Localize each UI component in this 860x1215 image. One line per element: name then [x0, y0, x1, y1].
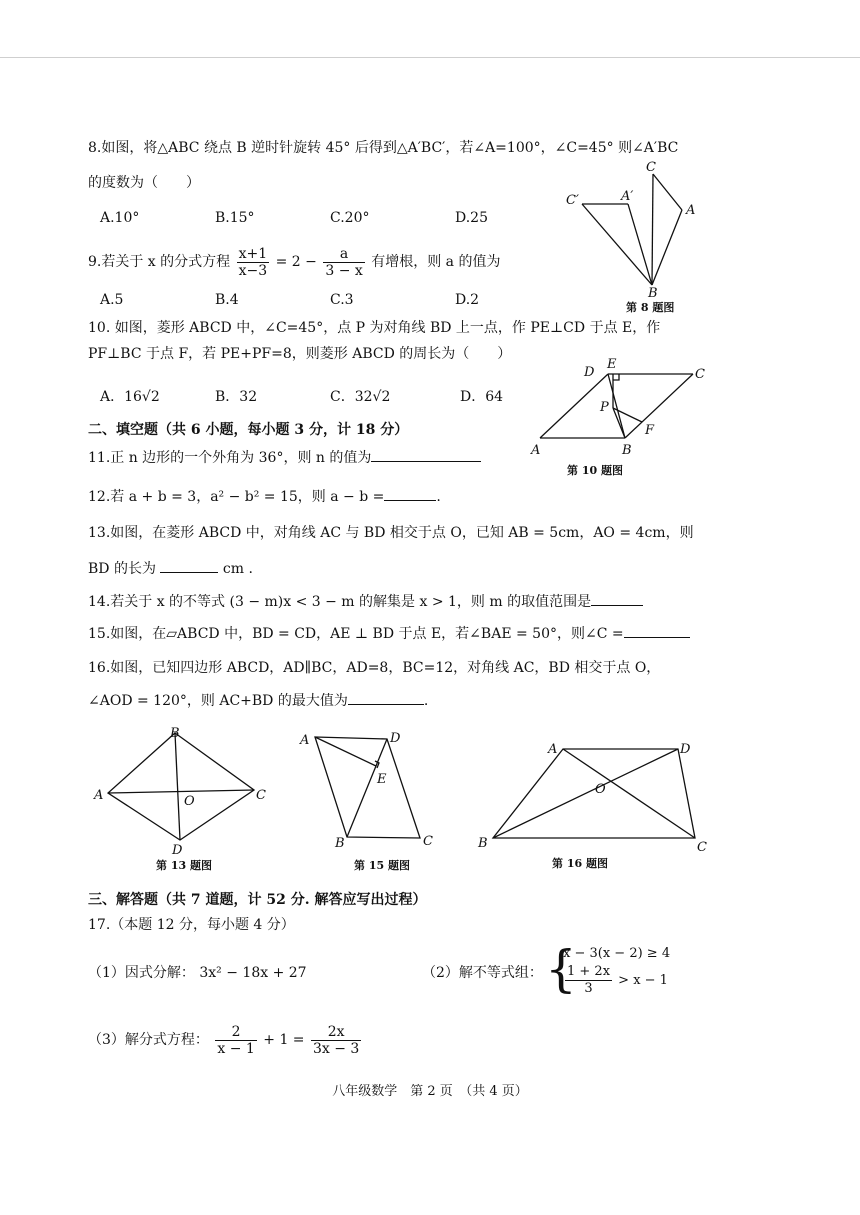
q9-frac2-numerator: a: [323, 246, 364, 263]
fig16-trapezoid: [493, 749, 695, 838]
q17-part2-brace: {: [545, 940, 577, 998]
fig16-label-d: D: [680, 742, 691, 757]
q12-answer-blank[interactable]: [384, 500, 436, 501]
q17-part3-frac1-numerator: 2: [215, 1024, 256, 1041]
fig16-label-b: B: [478, 836, 488, 851]
top-rule: [0, 57, 860, 58]
q17-part3-label: （3）解分式方程：: [88, 1032, 209, 1048]
q10-option-a: A．16√2: [100, 389, 160, 405]
q17-part3-frac2-numerator: 2x: [311, 1024, 361, 1041]
q17-part1-expression: 3x² − 18x + 27: [199, 965, 307, 981]
fig10-edge-da: [540, 374, 608, 438]
q17-part2-line1: x − 3(x − 2) ≥ 4: [563, 946, 671, 961]
q11-answer-blank[interactable]: [371, 461, 481, 462]
q9-option-c: C.3: [330, 292, 354, 308]
q15-line: [88, 624, 690, 644]
fig16-diagram: [475, 735, 720, 855]
q10-line1: 10. 如图，菱形 ABCD 中，∠C=45°，点 P 为对角线 BD 上一点，作 PE⊥CD 于点 E，作: [88, 320, 661, 336]
q10-option-b: B．32: [215, 389, 258, 405]
fig15-label-a: A: [300, 733, 310, 748]
q8-option-a: A.10°: [100, 210, 140, 226]
q17-part3-frac1-denominator: x − 1: [217, 1040, 255, 1057]
fig8-label-c-prime: C′: [566, 193, 579, 208]
q8-line1: 8.如图，将△ABC 绕点 B 逆时针旋转 45° 后得到△A′BC′，若∠A=100°，∠C=45° 则∠A′BC: [88, 140, 679, 156]
fig8-edge-c1b: [582, 204, 652, 285]
fig16-label-c: C: [697, 840, 707, 855]
fig15-label-b: B: [335, 836, 345, 851]
fig13-label-a: A: [94, 788, 104, 803]
fig8-label-a: A: [686, 203, 696, 218]
q13-line1: 13.如图，在菱形 ABCD 中，对角线 AC 与 BD 相交于点 O，已知 AB = 5cm，AO = 4cm，则: [88, 525, 694, 541]
q14-answer-blank[interactable]: [591, 605, 643, 606]
fig15-caption: 第 15 题图: [354, 859, 410, 872]
q12-line: [88, 487, 441, 507]
q12-end: .: [436, 489, 441, 505]
q10-option-c: C．32√2: [330, 389, 391, 405]
fig15-label-e: E: [377, 772, 387, 787]
fig15-ae: [315, 737, 376, 766]
q17-part2-line2: [563, 964, 668, 997]
q16-answer-blank[interactable]: [348, 704, 424, 705]
fig13-label-d: D: [172, 843, 183, 858]
q8-line2: 的度数为（ ）: [88, 175, 200, 191]
fig10-label-e: E: [607, 357, 617, 372]
q9-suffix: 有增根，则 a 的值为: [371, 254, 501, 270]
fig16-diagonal-ac: [563, 749, 695, 838]
q17-part3: [88, 1022, 363, 1058]
q8-option-b: B.15°: [215, 210, 255, 226]
fig16-caption: 第 16 题图: [552, 857, 608, 870]
q17-part3-mid: + 1 =: [263, 1032, 305, 1048]
fig8-label-b: B: [648, 286, 658, 300]
fig10-caption: 第 10 题图: [567, 464, 623, 477]
q9-option-a: A.5: [100, 292, 124, 308]
q13-line2: [88, 559, 253, 579]
q9-mid: = 2 −: [275, 254, 317, 270]
q9-fraction-2: [323, 246, 364, 279]
fig15-diagonal-bd: [347, 739, 387, 837]
fig13-diagonal-ac: [108, 790, 254, 793]
fig8-label-a-prime: A′: [621, 189, 634, 204]
fig10-right-angle: [613, 374, 619, 380]
q16-text: ∠AOD = 120°，则 AC+BD 的最大值为: [88, 693, 348, 709]
fig8-diagram: [560, 160, 710, 300]
fig10-label-d: D: [584, 365, 595, 380]
q17-part1: [88, 963, 307, 983]
fig8-edge-a1b: [628, 204, 652, 285]
fig8-edge-ab: [652, 210, 682, 285]
q14-line: [88, 592, 643, 612]
fig16-diagonal-bd: [493, 749, 678, 838]
q17-part2-label: （2）解不等式组：: [422, 965, 543, 981]
q8-option-c: C.20°: [330, 210, 370, 226]
q11-text: 11.正 n 边形的一个外角为 36°，则 n 的值为: [88, 450, 372, 466]
q11-line: [88, 448, 481, 468]
section2-heading: 二、填空题（共 6 小题，每小题 3 分，计 18 分）: [88, 422, 409, 438]
q16-line1: 16.如图，已知四边形 ABCD，AD∥BC，AD=8，BC=12，对角线 AC，BD 相交于点 O，: [88, 660, 661, 676]
q10-option-d: D．64: [460, 389, 504, 405]
fig10-edge-bc: [625, 374, 693, 438]
q9-prefix: 9.若关于 x 的分式方程: [88, 254, 231, 270]
q17-header: 17.（本题 12 分，每小题 4 分）: [88, 917, 295, 933]
fig13-diagram: [92, 723, 277, 858]
fig15-label-d: D: [390, 731, 401, 746]
q17-part2-fraction: [565, 964, 612, 997]
fig8-label-c: C: [646, 160, 656, 175]
fig13-diagonal-bd: [175, 733, 180, 840]
q9-frac1-denominator: x−3: [238, 262, 268, 279]
q17-part3-fraction-1: [215, 1024, 256, 1057]
fig10-label-b: B: [622, 443, 632, 456]
q17-part2-frac-denominator: 3: [584, 981, 593, 996]
q16-end: .: [423, 693, 429, 709]
fig13-caption: 第 13 题图: [156, 859, 212, 872]
fig10-label-c: C: [695, 367, 705, 382]
q9-fraction-1: [237, 246, 270, 279]
fig13-rhombus: [108, 733, 254, 840]
fig16-label-o: O: [595, 782, 606, 797]
q15-text: 15.如图，在▱ABCD 中，BD = CD，AE ⊥ BD 于点 E，若∠BAE = 50°，则∠C =: [88, 626, 624, 642]
fig13-label-o: O: [184, 794, 195, 809]
q9-option-b: B.4: [215, 292, 239, 308]
q14-text: 14.若关于 x 的不等式 (3 − m)x < 3 − m 的解集是 x > 1，则 m 的取值范围是: [88, 594, 592, 610]
q17-part1-label: （1）因式分解：: [88, 965, 195, 981]
fig10-label-a: A: [531, 443, 541, 456]
fig15-diagram: [295, 725, 445, 853]
fig10-diagram: [525, 356, 725, 456]
q15-answer-blank[interactable]: [624, 637, 690, 638]
fig10-label-f: F: [645, 423, 655, 438]
q9-frac1-numerator: x+1: [238, 245, 268, 262]
q17-part2-frac-numerator: 1 + 2x: [567, 964, 611, 979]
fig10-diagonal-bd: [608, 374, 625, 438]
q16-line2: [88, 691, 428, 711]
section3-heading: 三、解答题（共 7 道题，计 52 分. 解答应写出过程）: [88, 892, 427, 908]
fig15-label-c: C: [423, 834, 433, 849]
q13-unit: cm .: [222, 561, 253, 577]
fig8-edge-cb: [652, 174, 653, 285]
fig10-label-p: P: [600, 400, 609, 415]
q13-line2-text: BD 的长为: [88, 561, 156, 577]
fig13-label-b: B: [170, 726, 180, 741]
page-footer: 八年级数学 第 2 页 （共 4 页）: [332, 1084, 528, 1099]
q17-part2-tail: > x − 1: [618, 973, 668, 988]
fig16-label-a: A: [548, 742, 558, 757]
fig13-label-c: C: [256, 788, 266, 803]
q13-answer-blank[interactable]: [160, 572, 218, 573]
q12-text: 12.若 a + b = 3，a² − b² = 15，则 a − b =: [88, 489, 385, 505]
q9-frac2-denominator: 3 − x: [325, 262, 363, 279]
q17-part3-frac2-denominator: 3x − 3: [313, 1040, 360, 1057]
fig8-edge-ca: [653, 174, 682, 210]
q17-part3-fraction-2: [311, 1024, 361, 1057]
q9-line: [88, 244, 500, 280]
fig8-caption: 第 8 题图: [626, 301, 675, 314]
q9-option-d: D.2: [455, 292, 480, 308]
q8-option-d: D.25: [455, 210, 488, 226]
q10-line2: PF⊥BC 于点 F，若 PE+PF=8，则菱形 ABCD 的周长为（ ）: [88, 346, 512, 362]
